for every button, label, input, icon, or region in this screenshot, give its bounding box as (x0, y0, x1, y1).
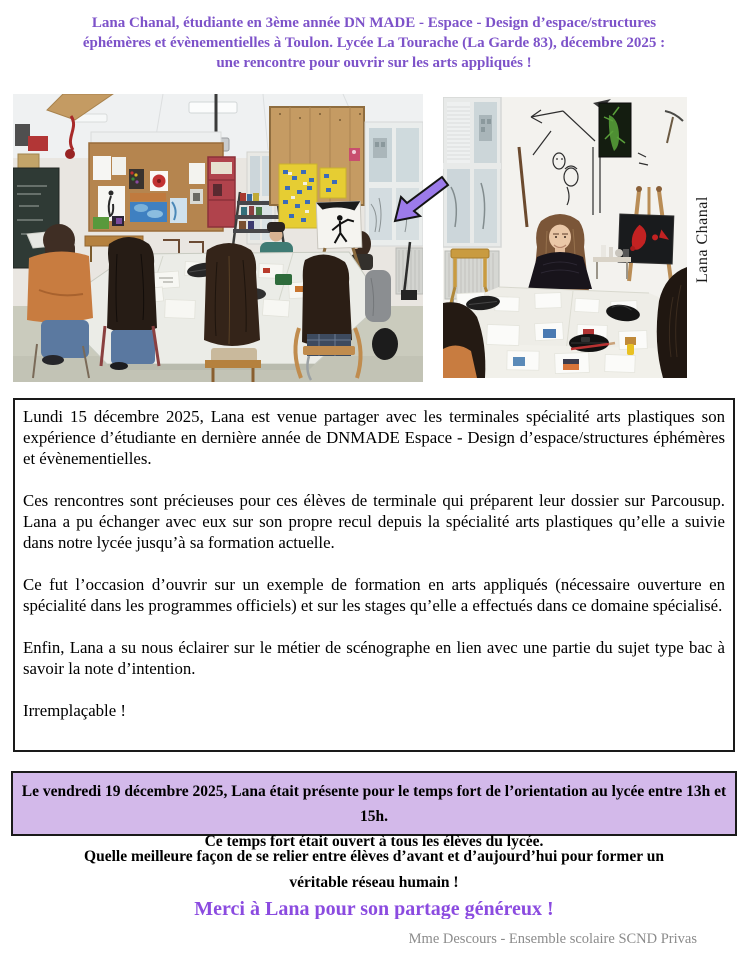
highlight-box (11, 771, 737, 850)
title-line-2: éphémères et évènementielles à Toulon. Lycée La Tourache (La Garde 83), décembre 2025 : (82, 35, 666, 51)
title-line-1: Lana Chanal, étudiante en 3ème année DN MADE - Espace - Design d’espace/structures (91, 15, 657, 31)
closing-statement (0, 844, 748, 896)
article-paragraph: Irremplaçable ! (23, 701, 126, 720)
photo-classroom (13, 94, 423, 382)
page-title (0, 13, 748, 73)
highlight-line-1: Le vendredi 19 décembre 2025, Lana était présente pour le temps fort de l’orientation au lycée entre 13h et 15h. (21, 783, 727, 825)
thanks-line: Merci à Lana pour son partage généreux ! (194, 898, 554, 919)
purple-arrow-icon (392, 175, 450, 225)
highlight-line-2: Ce temps fort était ouvert à tous les élèves du lycée. (204, 833, 544, 850)
statement-line-2: véritable réseau humain ! (289, 874, 459, 891)
article-paragraph: Lundi 15 décembre 2025, Lana est venue partager avec les terminales spécialité arts plastiques son expérience d’étudiante en dernière année de DNMADE Espace - Design d’espace/structures éphémères et évènementielles. (23, 407, 725, 468)
article-paragraph: Enfin, Lana a su nous éclairer sur le métier de scénographe en lien avec une partie du sujet type bac à savoir la note d’intention. (23, 638, 725, 678)
article-paragraph: Ce fut l’occasion d’ouvrir sur un exemple de formation en arts appliqués (nécessaire ouverture en spécialité dans les programmes officiels) et sur les stages qu’elle a effectués dans ce domaine spécialisé. (23, 575, 725, 615)
photo-lana (443, 97, 687, 378)
title-line-3: une rencontre pour ouvrir sur les arts appliqués ! (216, 55, 532, 71)
article-paragraph: Ces rencontres sont précieuses pour ces élèves de terminale qui préparent leur dossier sur Parcousup. Lana a pu échanger avec eux sur son propre recul depuis la spécialité arts plastiques qu’elle a suivie dans notre lycée jusqu’à sa formation actuelle. (23, 491, 725, 552)
signature: Mme Descours - Ensemble scolaire SCND Privas (408, 931, 697, 947)
statement-line-1: Quelle meilleure façon de se relier entre élèves d’avant et d’aujourd’hui pour former un (84, 848, 664, 865)
photo-caption-vertical: Lana Chanal (694, 196, 711, 284)
article-box (13, 398, 735, 752)
